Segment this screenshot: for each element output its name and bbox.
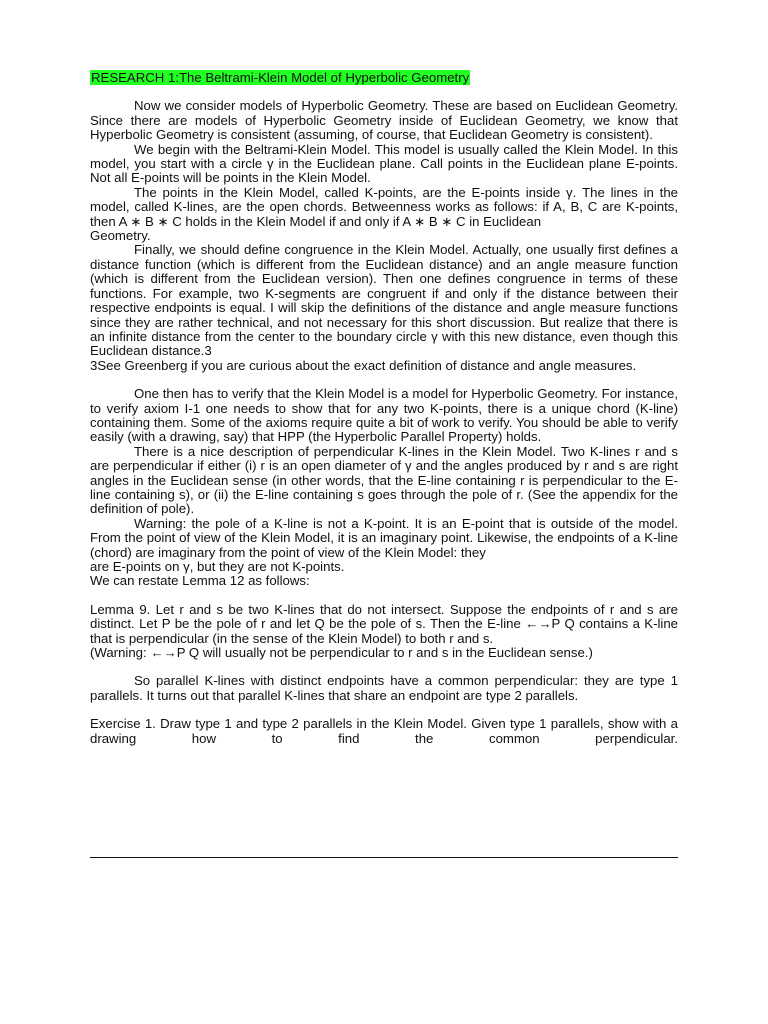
document-title: RESEARCH 1:The Beltrami-Klein Model of Hyperbolic Geometry [91, 70, 470, 85]
paragraph-restate: We can restate Lemma 12 as follows: [90, 573, 310, 589]
spacer [90, 373, 678, 387]
document-body [90, 71, 678, 746]
footnote: 3See Greenberg if you are curious about the exact definition of distance and angle measures. [90, 357, 637, 373]
paragraph-congruence: Finally, we should define congruence in the Klein Model. Actually, one usually first defines a distance function (which is different from the Euclidean distance) and an angle measure function (which is different from the Euclidean version). Then one defines congruence in terms of these functions. For example, two K-segments are congruent if and only if the distance between their respective endpoints is equal. I will skip the definitions of the distance and angle measure functions since they are rather technical, and not necessary for this short discussion. But realize that there is an infinite distance from the center to the boundary circle γ with this new distance, even though this Euclidean distance.3 [90, 242, 678, 359]
exercise: Exercise 1. Draw type 1 and type 2 parallels in the Klein Model. Given type 1 parallels, show with a drawing how to find the common perpendicular. [90, 716, 678, 746]
paragraph-klein-model: We begin with the Beltrami-Klein Model. This model is usually called the Klein Model. In this model, you start with a circle γ in the Euclidean plane. Call points in the Euclidean plane E-points. Not all E-points will be points in the Klein Model. [90, 141, 678, 186]
paragraph-warning: Warning: the pole of a K-line is not a K-point. It is an E-point that is outside of the model. From the point of view of the Klein Model, it is an imaginary point. Likewise, the endpoints of a K-line (chord) are imaginary from the point of view of the Klein Model: they [90, 515, 678, 560]
paragraph-parallels: So parallel K-lines with distinct endpoints have a common perpendicular: they are type 1 parallels. It turns out that parallel K-lines that share an endpoint are type 2 parallels. [90, 673, 678, 703]
paragraph-warning-end: are E-points on γ, but they are not K-points. [90, 559, 345, 574]
paragraph-k-points: The points in the Klein Model, called K-points, are the E-points inside γ. The lines in the model, called K-lines, are the open chords. Betweenness works as follows: if A, B, C are K-points, then A ∗ B ∗ C holds in the Klein Model if and only if A ∗ B ∗ C in Euclidean [90, 184, 678, 229]
lemma-warning: (Warning: ←→P Q will usually not be perpendicular to r and s in the Euclidean sense.) [90, 645, 593, 661]
paragraph-verify: One then has to verify that the Klein Model is a model for Hyperbolic Geometry. For instance, to verify axiom I-1 one needs to show that for any two K-points, there is a unique chord (K-line) containing them. Some of the axioms require quite a bit of work to verify. You should be able to verify easily (with a drawing, say) that HPP (the Hyperbolic Parallel Property) holds. [90, 386, 678, 445]
lemma: Lemma 9. Let r and s be two K-lines that do not intersect. Suppose the endpoints of r and s are distinct. Let P be the pole of r and let Q be the pole of s. Then the E-line ←→P Q contains a K-line that is perpendicular (in the sense of the Klein Model) to both r and s. [90, 601, 678, 646]
paragraph-intro: Now we consider models of Hyperbolic Geometry. These are based on Euclidean Geometry. Since there are models of Hyperbolic Geometry inside of Euclidean Geometry, we know that Hyperbolic Geometry is consistent (assuming, of course, that Euclidean Geometry is consistent). [90, 98, 678, 143]
horizontal-rule [90, 857, 678, 858]
title-line [90, 71, 678, 85]
spacer [90, 703, 678, 717]
paragraph-perpendicular: There is a nice description of perpendicular K-lines in the Klein Model. Two K-lines r and s are perpendicular if either (i) r is an open diameter of γ and the angles produced by r and s are right angles in the Euclidean sense (in other words, that the E-line containing r is perpendicular to the E-line containing s), or (ii) the E-line containing s goes through the pole of r. (See the appendix for the definition of pole). [90, 443, 678, 517]
spacer [90, 660, 678, 674]
paragraph-k-points-end: Geometry. [90, 228, 151, 244]
spacer [90, 589, 678, 603]
